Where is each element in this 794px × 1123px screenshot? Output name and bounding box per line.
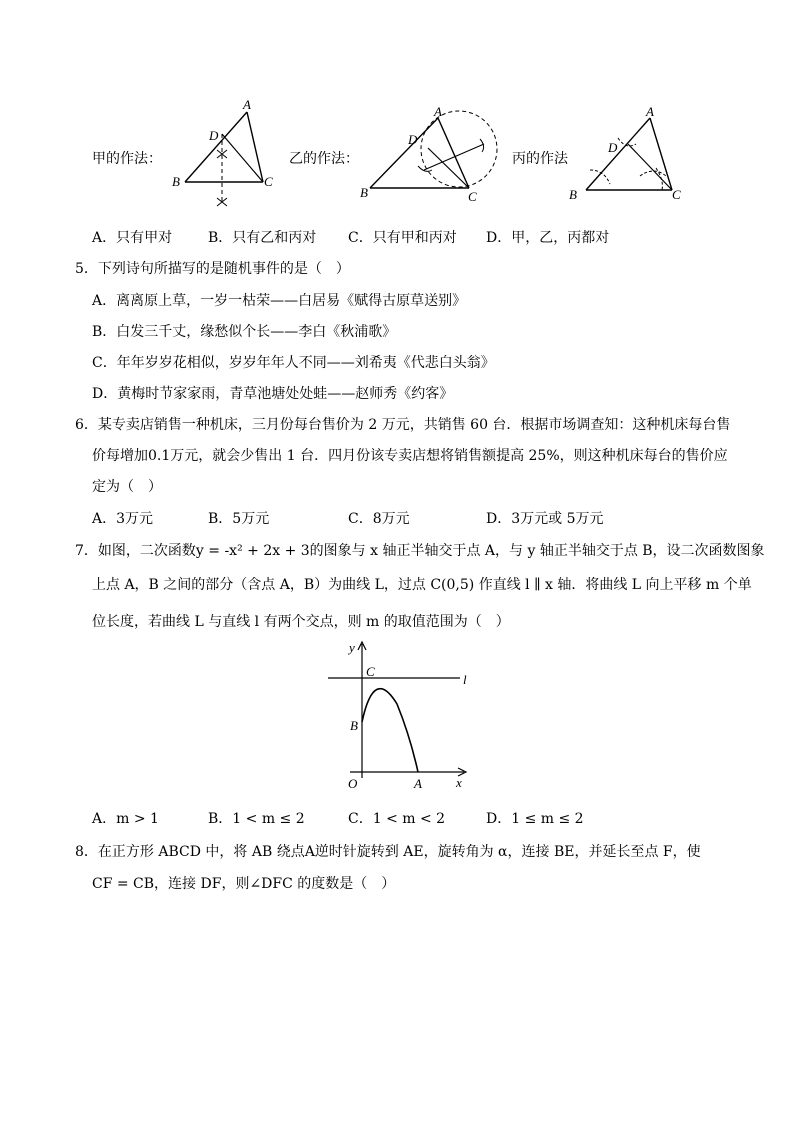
q6-option-b[interactable]: B．5万元 [208,511,270,527]
q7-line-3: 位长度，若曲线 L 与直线 l 有两个交点，则 m 的取值范围为（ ） [92,614,510,630]
bing-B: B [569,187,577,202]
q6-option-c[interactable]: C．8万元 [348,511,410,527]
q8-line-1: 8．在正方形 ABCD 中，将 AB 绕点A逆时针旋转到 AE，旋转角为 α，连接 BE，并延长至点 F，使 [75,844,701,860]
q7-line-1: 7．如图，二次函数y = -x² + 2x + 3的图象与 x 轴正半轴交于点 A，与 y 轴正半轴交于点 B，设二次函数图象 [75,543,765,559]
bing-label: 丙的作法 [512,151,568,167]
q5-option-a[interactable]: A．离离原上草，一岁一枯荣——白居易《赋得古原草送别》 [92,293,467,309]
yi-B: B [360,185,368,200]
bing-figure [566,104,691,204]
yi-D: D [408,132,418,147]
q4-option-a[interactable]: A．只有甲对 [92,230,173,246]
yi-figure [358,104,503,204]
q7-option-a[interactable]: A．m > 1 [92,811,159,827]
yi-A: A [434,104,442,119]
jia-D: D [209,128,219,143]
q7-option-b[interactable]: B．1 < m ≤ 2 [208,811,305,827]
q5-option-b[interactable]: B．白发三千丈，缘愁似个长——李白《秋浦歌》 [92,324,397,340]
q7-graph [322,636,482,794]
jia-B: B [172,174,180,189]
jia-label: 甲的作法： [92,151,162,167]
q5-option-c[interactable]: C．年年岁岁花相似，岁岁年年人不同——刘希夷《代悲白头翁》 [92,355,495,371]
q4-option-c[interactable]: C．只有甲和丙对 [348,230,457,246]
q5-stem: 5．下列诗句所描写的是随机事件的是（ ） [75,261,350,277]
jia-C: C [264,174,273,189]
bing-A: A [646,104,654,119]
q4-option-b[interactable]: B．只有乙和丙对 [208,230,317,246]
q7-point-a: A [414,776,422,791]
q7-x-label: x [456,775,462,790]
jia-A: A [243,98,251,112]
q7-point-c: C [366,664,375,679]
q7-origin: O [348,776,358,791]
q7-line-l: l [463,672,467,687]
yi-label: 乙的作法： [289,151,359,167]
q6-line-1: 6．某专卖店销售一种机床，三月份每台售价为 2 万元，共销售 60 台．根据市场调查知：这种机床每台售 [75,417,731,433]
q6-option-d[interactable]: D．3万元或 5万元 [486,511,604,527]
q6-line-3: 定为（ ） [92,479,162,495]
jia-figure [165,98,280,216]
q5-option-d[interactable]: D．黄梅时节家家雨，青草池塘处处蛙——赵师秀《约客》 [92,386,454,402]
yi-C: C [468,189,477,204]
q8-line-2: CF = CB，连接 DF，则∠DFC 的度数是（ ） [92,876,396,892]
bing-C: C [672,187,681,202]
bing-D: D [608,140,618,155]
q4-option-d[interactable]: D．甲，乙，丙都对 [486,230,610,246]
q7-option-d[interactable]: D．1 ≤ m ≤ 2 [486,811,584,827]
q7-option-c[interactable]: C．1 < m < 2 [348,811,446,827]
q6-line-2: 价每增加0.1万元，就会少售出 1 台．四月份该专卖店想将销售额提高 25%，则这种机床每台的售价应 [92,448,728,464]
q7-line-2: 上点 A，B 之间的部分（含点 A，B）为曲线 L，过点 C(0,5) 作直线 l ∥ x 轴．将曲线 L 向上平移 m 个单 [92,577,752,593]
q7-point-b: B [350,718,358,733]
q7-y-label: y [349,640,355,655]
q6-option-a[interactable]: A．3万元 [92,511,154,527]
